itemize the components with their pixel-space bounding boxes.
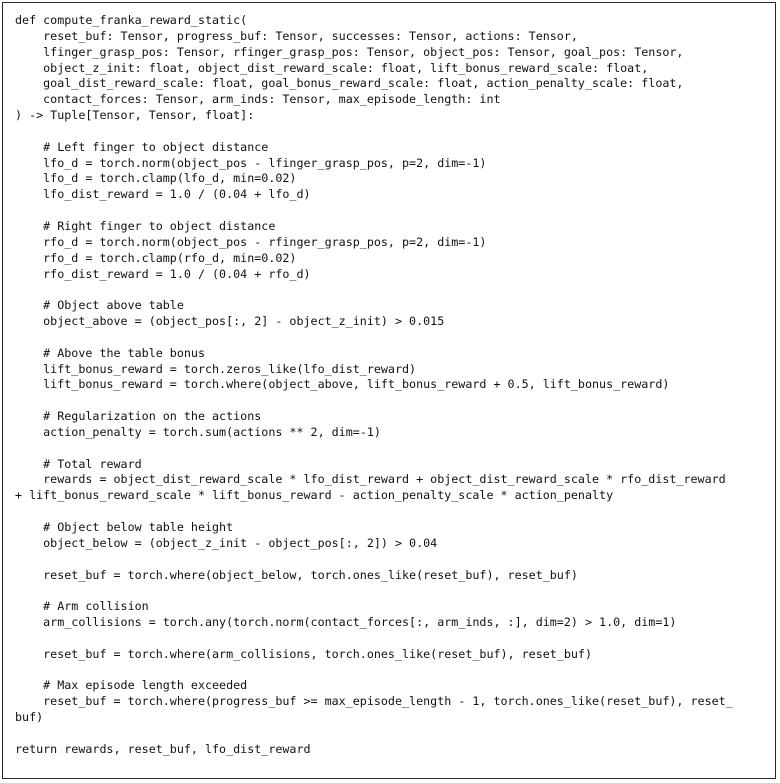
code-listing-box: [2, 2, 776, 779]
code-line: [15, 282, 733, 298]
code-line: # Total reward: [15, 456, 142, 471]
code-line: contact_forces: Tensor, arm_inds: Tensor, max_episode_length: int: [15, 92, 501, 107]
code-line: lfo_d = torch.norm(object_pos - lfinger_grasp_pos, p=2, dim=-1): [15, 155, 487, 170]
code-line: [15, 504, 733, 520]
code-line: reset_buf = torch.where(object_below, torch.ones_like(reset_buf), reset_buf): [15, 567, 578, 582]
code-line: rewards = object_dist_reward_scale * lfo_dist_reward + object_dist_reward_scale * rfo_dist_reward: [15, 472, 726, 487]
code-line: # Arm collision: [15, 599, 149, 614]
code-line: [15, 726, 733, 742]
code-block: [15, 13, 733, 758]
code-line: [15, 663, 733, 679]
code-line: reset_buf: Tensor, progress_buf: Tensor, successes: Tensor, actions: Tensor,: [15, 28, 578, 43]
code-line: ) -> Tuple[Tensor, Tensor, float]:: [15, 108, 255, 123]
code-line: [15, 441, 733, 457]
code-line: buf): [15, 710, 44, 725]
code-line: lift_bonus_reward = torch.where(object_above, lift_bonus_reward + 0.5, lift_bonus_reward): [15, 377, 670, 392]
code-line: lfinger_grasp_pos: Tensor, rfinger_grasp_pos: Tensor, object_pos: Tensor, goal_pos: Tensor,: [15, 44, 684, 59]
code-line: # Right finger to object distance: [15, 218, 276, 233]
code-line: def compute_franka_reward_static(: [15, 13, 248, 27]
code-line: [15, 330, 733, 346]
code-line: return rewards, reset_buf, lfo_dist_reward: [15, 741, 311, 756]
code-line: rfo_d = torch.clamp(rfo_d, min=0.02): [15, 250, 297, 265]
code-line: # Left finger to object distance: [15, 139, 269, 154]
code-line: rfo_d = torch.norm(object_pos - rfinger_grasp_pos, p=2, dim=-1): [15, 234, 487, 249]
code-line: action_penalty = torch.sum(actions ** 2, dim=-1): [15, 424, 381, 439]
code-line: reset_buf = torch.where(arm_collisions, torch.ones_like(reset_buf), reset_buf): [15, 646, 592, 661]
code-line: object_above = (object_pos[:, 2] - object_z_init) > 0.015: [15, 314, 445, 329]
code-line: # Max episode length exceeded: [15, 678, 248, 693]
code-line: [15, 124, 733, 140]
code-line: rfo_dist_reward = 1.0 / (0.04 + rfo_d): [15, 266, 311, 281]
code-line: arm_collisions = torch.any(torch.norm(contact_forces[:, arm_inds, :], dim=2) > 1.0, dim=1): [15, 615, 677, 630]
code-line: lift_bonus_reward = torch.zeros_like(lfo_dist_reward): [15, 361, 417, 376]
code-line: # Regularization on the actions: [15, 409, 262, 424]
code-line: # Above the table bonus: [15, 345, 205, 360]
code-line: # Object below table height: [15, 520, 234, 534]
code-line: [15, 552, 733, 568]
code-line: [15, 203, 733, 219]
code-line: lfo_d = torch.clamp(lfo_d, min=0.02): [15, 171, 297, 186]
code-line: object_z_init: float, object_dist_reward_scale: float, lift_bonus_reward_scale: float,: [15, 60, 649, 75]
code-line: [15, 393, 733, 409]
code-line: reset_buf = torch.where(progress_buf >= max_episode_length - 1, torch.ones_like(reset_buf), reset_: [15, 694, 733, 709]
code-line: + lift_bonus_reward_scale * lift_bonus_reward - action_penalty_scale * action_penalty: [15, 488, 614, 503]
code-line: object_below = (object_z_init - object_pos[:, 2]) > 0.04: [15, 535, 438, 550]
code-line: lfo_dist_reward = 1.0 / (0.04 + lfo_d): [15, 187, 311, 202]
code-line: [15, 583, 733, 599]
code-line: # Object above table: [15, 298, 184, 313]
code-line: goal_dist_reward_scale: float, goal_bonus_reward_scale: float, action_penalty_scale: float,: [15, 76, 684, 91]
code-line: [15, 631, 733, 647]
